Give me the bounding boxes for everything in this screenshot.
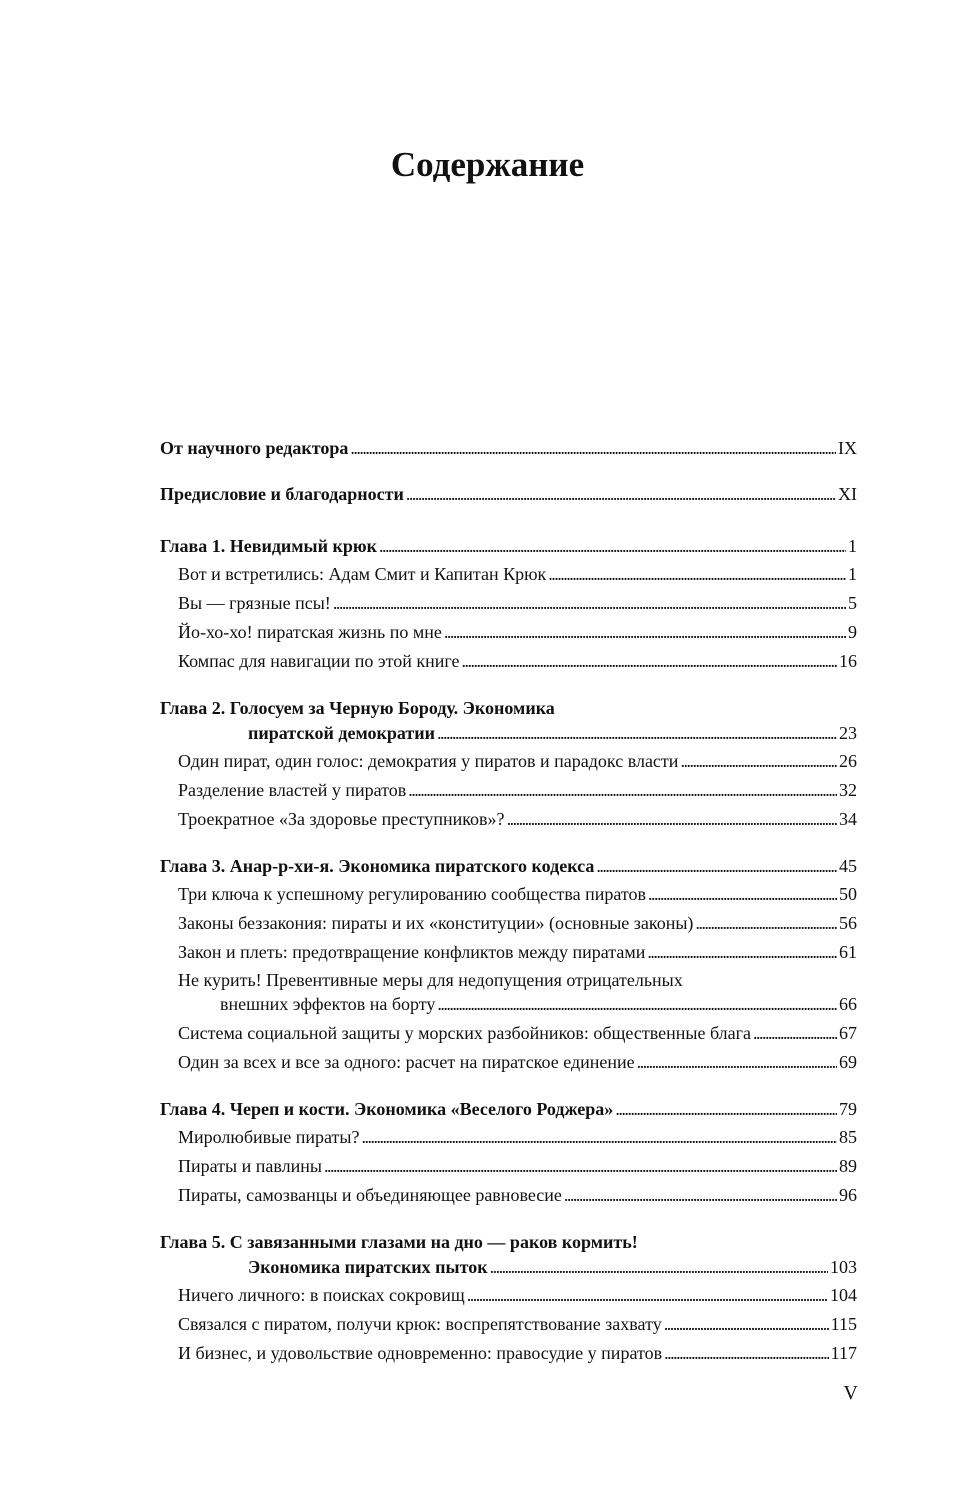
dot-leader xyxy=(408,777,837,803)
toc-entry-page: 104 xyxy=(830,1285,857,1305)
toc-entry-page: 26 xyxy=(839,751,857,771)
toc-section-entry xyxy=(160,1124,857,1150)
toc-entry-page: 103 xyxy=(830,1257,857,1277)
toc-section-entry xyxy=(160,1282,857,1308)
toc-entry-page: 32 xyxy=(839,780,857,800)
toc-entry-title: Экономика пиратских пыток xyxy=(248,1257,488,1277)
toc-entry-title: Связался с пиратом, получи крюк: воспрепятствование захвату xyxy=(178,1314,662,1334)
toc-entry-page: IX xyxy=(838,438,857,458)
toc-entry-page: XI xyxy=(838,484,857,504)
dot-leader xyxy=(437,720,837,746)
dot-leader xyxy=(361,1124,837,1150)
dot-leader xyxy=(467,1282,828,1308)
toc-entry-title: Один пират, один голос: демократия у пиратов и парадокс власти xyxy=(178,751,679,771)
dot-leader xyxy=(664,1311,829,1337)
toc-entry-title: Йо-хо-хо! пиратская жизнь по мне xyxy=(178,622,442,642)
toc-entry-page: 50 xyxy=(839,884,857,904)
toc-section-entry xyxy=(160,1020,857,1046)
toc-entry-title: Вы — грязные псы! xyxy=(178,593,331,613)
dot-leader xyxy=(647,939,837,965)
toc-entry-page: 61 xyxy=(839,942,857,962)
toc-entry-page: 66 xyxy=(839,994,857,1014)
toc-entry-title: Пираты и павлины xyxy=(178,1156,322,1176)
toc-entry-page: 89 xyxy=(839,1156,857,1176)
toc-entry-page: 56 xyxy=(839,913,857,933)
dot-leader xyxy=(350,435,836,461)
toc-chapter-entry xyxy=(160,533,857,559)
toc-chapter-title-line: Глава 5. С завязанными глазами на дно — раков кормить! xyxy=(160,1232,638,1252)
toc-entry-page: 45 xyxy=(839,856,857,876)
dot-leader xyxy=(615,1096,837,1122)
dot-leader xyxy=(548,561,846,587)
toc-entry-page: 1 xyxy=(848,536,857,556)
dot-leader xyxy=(637,1049,837,1075)
toc-entry xyxy=(160,481,857,507)
toc-section-entry xyxy=(160,910,857,936)
toc-entry-page: 34 xyxy=(839,809,857,829)
toc-section-entry xyxy=(160,561,857,587)
dot-leader xyxy=(461,648,837,674)
toc-entry-page: 9 xyxy=(848,622,857,642)
toc-entry-title: Компас для навигации по этой книге xyxy=(178,651,460,671)
dot-leader xyxy=(596,853,837,879)
toc-section-entry xyxy=(160,939,857,965)
toc-entry-page: 115 xyxy=(830,1314,857,1334)
dot-leader xyxy=(324,1153,837,1179)
dot-leader xyxy=(507,806,837,832)
dot-leader xyxy=(753,1020,837,1046)
toc-chapter-entry xyxy=(248,1254,857,1280)
toc-section-entry xyxy=(160,619,857,645)
toc-entry-title: Глава 1. Невидимый крюк xyxy=(160,536,377,556)
dot-leader xyxy=(379,533,846,559)
toc-section-entry xyxy=(160,881,857,907)
toc-entry-page: 96 xyxy=(839,1185,857,1205)
dot-leader xyxy=(648,881,837,907)
toc-entry-page: 117 xyxy=(830,1343,857,1363)
toc-section-entry xyxy=(160,1153,857,1179)
dot-leader xyxy=(333,590,846,616)
dot-leader xyxy=(564,1182,837,1208)
dot-leader xyxy=(437,991,837,1017)
toc-entry-title: Глава 3. Анар-р-хи-я. Экономика пиратского кодекса xyxy=(160,856,595,876)
page-title: Содержание xyxy=(390,145,585,184)
toc-chapter-entry xyxy=(160,853,857,879)
toc-section-entry xyxy=(160,777,857,803)
toc-entry-page: 23 xyxy=(839,723,857,743)
toc-entry-page: 1 xyxy=(848,564,857,584)
toc-entry-title: Законы беззакония: пираты и их «конституции» (основные законы) xyxy=(178,913,694,933)
toc-section-entry xyxy=(160,1311,857,1337)
toc-entry-title: Разделение властей у пиратов xyxy=(178,780,407,800)
dot-leader xyxy=(444,619,846,645)
toc-chapter-title-line: Глава 2. Голосуем за Черную Бороду. Экономика xyxy=(160,698,555,718)
toc-section-entry xyxy=(160,748,857,774)
toc-section-title-line: Не курить! Превентивные меры для недопущения отрицательных xyxy=(178,970,683,990)
toc-section-entry xyxy=(160,1049,857,1075)
toc-section-entry xyxy=(160,806,857,832)
toc-entry-title: Миролюбивые пираты? xyxy=(178,1127,360,1147)
page-number: V xyxy=(843,1382,858,1404)
toc-section-entry xyxy=(160,1182,857,1208)
toc-entry-page: 67 xyxy=(839,1023,857,1043)
toc-section-entry xyxy=(160,1340,857,1366)
toc-entry-title: пиратской демократии xyxy=(248,723,435,743)
toc-entry-title: Ничего личного: в поисках сокровищ xyxy=(178,1285,465,1305)
toc-entry-title: Троекратное «За здоровье преступников»? xyxy=(178,809,505,829)
toc-entry-title: Закон и плеть: предотвращение конфликтов между пиратами xyxy=(178,942,646,962)
dot-leader xyxy=(695,910,837,936)
toc-entry-page: 69 xyxy=(839,1052,857,1072)
dot-leader xyxy=(680,748,837,774)
toc-entry-page: 79 xyxy=(839,1099,857,1119)
dot-leader xyxy=(406,481,836,507)
toc-section-entry xyxy=(220,991,857,1017)
toc-chapter-entry xyxy=(160,1096,857,1122)
toc-entry-title: Вот и встретились: Адам Смит и Капитан Крюк xyxy=(178,564,547,584)
toc-entry-title: Предисловие и благодарности xyxy=(160,484,404,504)
toc-entry-title: Три ключа к успешному регулированию сообщества пиратов xyxy=(178,884,646,904)
toc-entry-page: 5 xyxy=(848,593,857,613)
toc-entry-page: 85 xyxy=(839,1127,857,1147)
toc-entry-title: Один за всех и все за одного: расчет на пиратское единение xyxy=(178,1052,635,1072)
toc-entry-title: Глава 4. Череп и кости. Экономика «Веселого Роджера» xyxy=(160,1099,614,1119)
toc-section-entry xyxy=(160,648,857,674)
dot-leader xyxy=(490,1254,828,1280)
toc-entry-title: Система социальной защиты у морских разбойников: общественные блага xyxy=(178,1023,751,1043)
toc-entry-title: Пираты, самозванцы и объединяющее равновесие xyxy=(178,1185,562,1205)
toc-entry-page: 16 xyxy=(839,651,857,671)
toc-chapter-entry xyxy=(248,720,857,746)
toc-entry-title: внешних эффектов на борту xyxy=(220,994,436,1014)
toc-entry-title: От научного редактора xyxy=(160,438,349,458)
toc-entry xyxy=(160,435,857,461)
toc-section-entry xyxy=(160,590,857,616)
dot-leader xyxy=(664,1340,829,1366)
toc-entry-title: И бизнес, и удовольствие одновременно: правосудие у пиратов xyxy=(178,1343,663,1363)
